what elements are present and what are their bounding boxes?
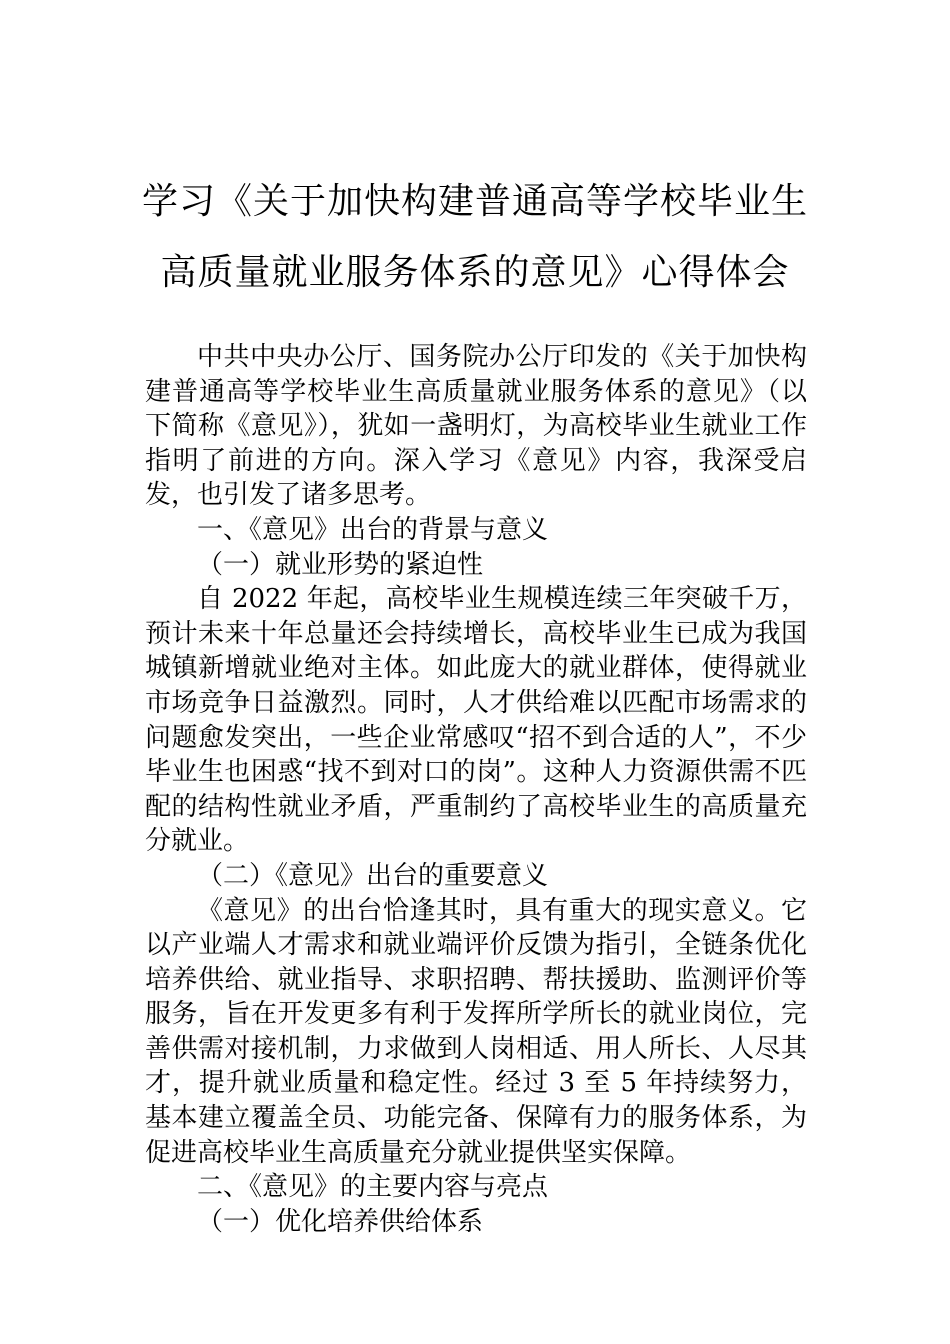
body-paragraph-significance: 《意见》的出台恰逢其时，具有重大的现实意义。它以产业端人才需求和就业端评价反馈为指引，全链条优化培养供给、就业指导、求职招聘、帮扶援助、监测评价等服务，旨在开发更多有利于发挥所学所长的就业岗位，完善供需对接机制，力求做到人岗相适、用人所长、人尽其才，提升就业质量和稳定性。经过 3 至 5 年持续努力，基本建立覆盖全员、功能完备、保障有力的服务体系，为促进高校毕业生高质量充分就业提供坚实保障。 xyxy=(145,895,807,1168)
document-title-line-1: 学习《关于加快构建普通高等学校毕业生 xyxy=(141,181,808,222)
body-paragraph-employment-situation: 自 2022 年起，高校毕业生规模连续三年突破千万，预计未来十年总量还会持续增长，高校毕业生已成为我国城镇新增就业绝对主体。如此庞大的就业群体，使得就业市场竞争日益激烈。同时，人才供给难以匹配市场需求的问题愈发突出，一些企业常感叹“招不到合适的人”，不少毕业生也困惑“找不到对口的岗”。这种人力资源供需不匹配的结构性就业矛盾，严重制约了高校毕业生的高质量充分就业。 xyxy=(145,584,807,857)
intro-paragraph: 中共中央办公厅、国务院办公厅印发的《关于加快构建普通高等学校毕业生高质量就业服务体系的意见》（以下简称《意见》），犹如一盏明灯，为高校毕业生就业工作指明了前进的方向。深入学习《意见》内容，我深受启发，也引发了诸多思考。 xyxy=(145,342,807,511)
section-heading-1: 一、《意见》出台的背景与意义 xyxy=(197,514,549,545)
subsection-heading-1-1: （一）就业形势的紧迫性 xyxy=(197,549,484,580)
subsection-heading-1-2: （二）《意见》出台的重要意义 xyxy=(197,860,549,891)
subsection-heading-2-1: （一）优化培养供给体系 xyxy=(197,1206,484,1237)
document-body xyxy=(145,340,807,1239)
document-title-line-2: 高质量就业服务体系的意见》心得体会 xyxy=(160,252,790,293)
section-heading-2: 二、《意见》的主要内容与亮点 xyxy=(197,1172,549,1203)
